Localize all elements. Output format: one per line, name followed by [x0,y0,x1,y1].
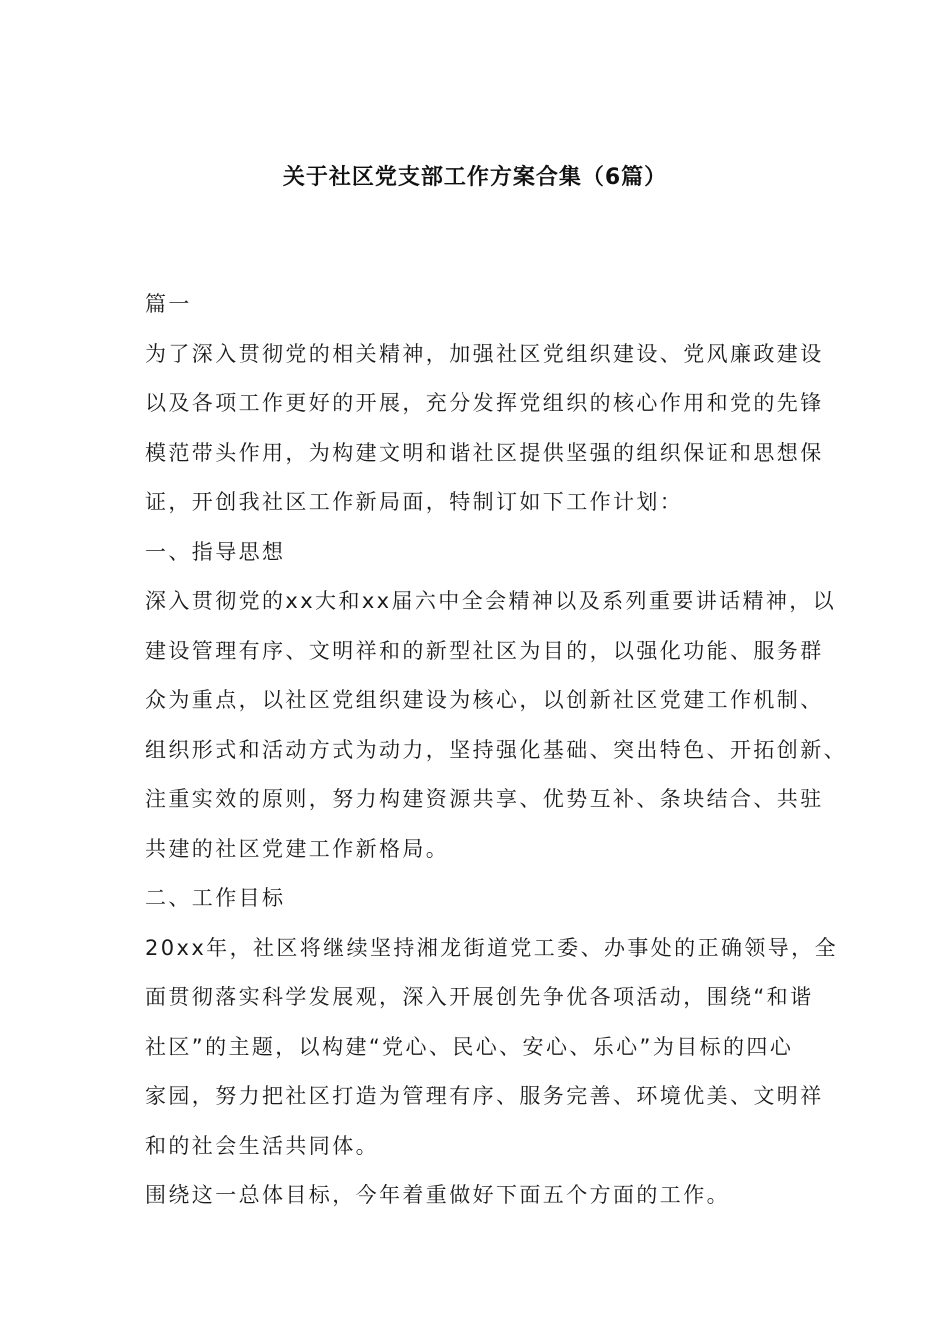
paragraph-line: 共建的社区党建工作新格局。 [145,836,450,861]
paragraph-line: 深入贯彻党的xx大和xx届六中全会精神以及系列重要讲话精神，以 [145,589,837,613]
paragraph-line: 注重实效的原则，努力构建资源共享、优势互补、条块结合、共驻 [145,787,824,811]
paragraph-line: 组织形式和活动方式为动力，坚持强化基础、突出特色、开拓创新、 [145,737,847,762]
paragraph-line: 为了深入贯彻党的相关精神，加强社区党组织建设、党风廉政建设 [145,341,824,366]
paragraph-line: 面贯彻落实科学发展观，深入开展创先争优各项活动，围绕“和谐 [145,985,814,1009]
document-title: 关于社区党支部工作方案合集（6篇） [282,165,668,190]
paragraph-line: 社区”的主题，以构建“党心、民心、安心、乐心”为目标的四心 [145,1034,794,1059]
paragraph-line: 围绕这一总体目标，今年着重做好下面五个方面的工作。 [145,1183,730,1207]
paragraph-line: 家园，努力把社区打造为管理有序、服务完善、环境优美、文明祥 [145,1084,824,1108]
section-label-part-one: 篇一 [145,292,192,316]
paragraph-line: 模范带头作用，为构建文明和谐社区提供坚强的组织保证和思想保 [145,440,824,465]
paragraph-line: 建设管理有序、文明祥和的新型社区为目的，以强化功能、服务群 [145,638,824,663]
paragraph-line: 以及各项工作更好的开展，充分发挥党组织的核心作用和党的先锋 [145,391,824,415]
document-body [145,280,847,1221]
paragraph-line: 和的社会生活共同体。 [145,1133,379,1158]
paragraph-line: 证，开创我社区工作新局面，特制订如下工作计划： [145,490,684,514]
section-heading-work-goals: 二、工作目标 [145,886,286,910]
paragraph-line: 20xx年，社区将继续坚持湘龙街道党工委、办事处的正确领导，全 [145,935,838,960]
paragraph-line: 众为重点，以社区党组织建设为核心，以创新社区党建工作机制、 [145,688,824,712]
section-heading-guiding-ideology: 一、指导思想 [145,539,286,564]
